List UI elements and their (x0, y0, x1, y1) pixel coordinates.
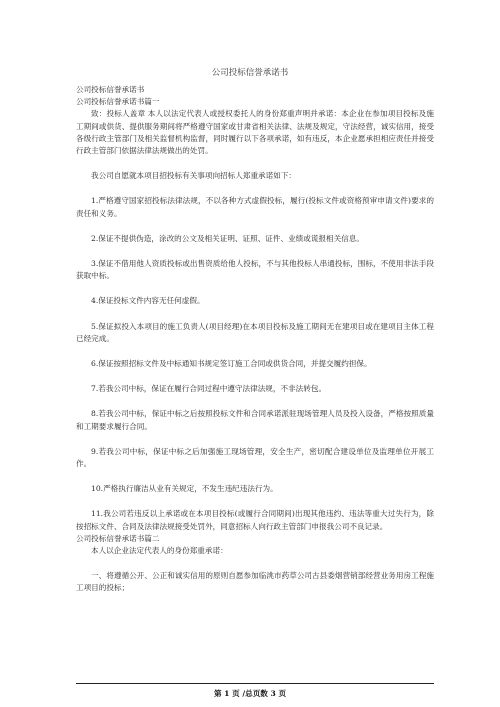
part2-intro: 本人以企业法定代表人的身份郑重承诺： (91, 546, 228, 556)
document-body (76, 84, 434, 595)
commitment-item: 1.严格遵守国家招投标法律法规，不以各种方式虚假投标，履行(投标文件或资格预审申请文件)要求的责任和义务。 (76, 196, 434, 218)
intro-paragraph: 致：投标人盖章 本人以法定代表人或授权委托人的身份郑重声明并承诺：本企业在参加项目投标及施工期间或供货、提供服务期间将严格遵守国家或甘肃省相关法律、法规及规定，守法经营，诚实信用，接受各级行政主管部门及相关监督机构监督，同时履行以下各项承诺，如有违反，本企业愿承担相应责任并接受行政主管部门依据法律法规做出的处罚。 (76, 109, 434, 156)
part2-item: 一、将遵循公开、公正和诚实信用的原则自愿参加临洮市药草公司古县委烟营销部经营业务用房工程施工项目的投标； (76, 571, 434, 593)
commitment-item: 8.若我公司中标，保证中标之后按照投标文件和合同承诺派驻现场管理人员及投入设备，严格按照质量和工期要求履行合同。 (76, 409, 434, 431)
commitment-item: 5.保证拟投入本项目的施工负责人(项目经理)在本项目投标及施工期间无在建项目或在建项目主体工程已经完成。 (76, 321, 434, 343)
document-title: 公司投标信誉承诺书 (211, 68, 289, 78)
commitment-item: 6.保证按照招标文件及中标通知书规定签订施工合同或供货合同，并提交履约担保。 (91, 359, 372, 369)
footer-divider (76, 683, 434, 684)
document-subtitle: 公司投标信誉承诺书 (76, 85, 145, 94)
page-number: 第 1 页 /总页数 3 页 (213, 689, 287, 698)
part1-heading: 公司投标信誉承诺书篇一 (76, 97, 160, 107)
commitment-item: 2.保证不提供伪造，涂改的公文及相关证明、证照、证件、业绩或谎报相关信息。 (91, 233, 365, 243)
commitment-item: 9.若我公司中标，保证中标之后加强施工现场管理，安全生产，密切配合建设单位及监理单位开展工作。 (76, 446, 434, 469)
commitment-item: 10.严格执行廉洁从业有关规定，不发生违纪违法行为。 (91, 484, 278, 494)
commitment-item: 11.我公司若违反以上承诺或在本项目投标(或履行合同期间)出现其他违约、违法等重大过失行为，除按招标文件、合同及法律法规接受处罚外，同意招标人向行政主管部门申报我公司不良记录。 (76, 509, 434, 531)
commitment-item: 3.保证不借用他人资质投标或出售资质给他人投标，不与其他投标人串通投标，围标，不使用非法手段获取中标。 (76, 259, 434, 281)
part2-heading: 公司投标信誉承诺书篇二 (76, 533, 160, 543)
commit-lead: 我公司自愿就本项目招投标有关事项向招标人郑重承诺如下： (91, 171, 297, 181)
commitment-item: 7.若我公司中标，保证在履行合同过程中遵守法律法规，不非法转包。 (91, 384, 327, 394)
commitment-item: 4.保证投标文件内容无任何虚假。 (91, 296, 205, 306)
